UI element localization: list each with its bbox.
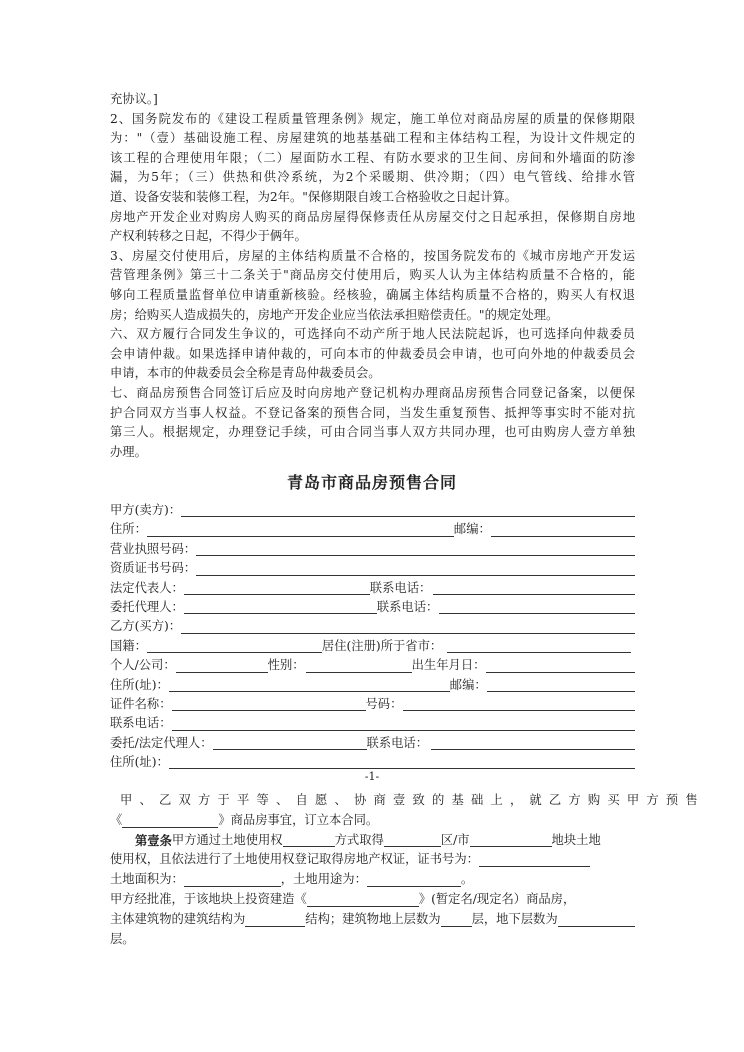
form-row [110,501,635,520]
text: 地块土地 [551,832,601,847]
text: 使用权，且依法进行了土地使用权登记取得房地产权证，证书号为： [110,852,479,867]
field-label: 委托代理人： [110,599,184,614]
text: 》商品房事宜，订立本合同。 [218,812,379,827]
field-label: 证件名称： [110,696,172,711]
text-line: 2、国务院发布的《建设工程质量管理条例》规定，施工单位对商品房屋的质量的保修期限 [110,111,635,126]
text-line: 第三人。根据规定，办理登记手续，可由合同当事人双方共同办理，也可由购房人壹方单独 [110,425,635,440]
text: 方式取得 [334,832,384,847]
field-label: 邮编： [449,677,487,692]
license-number-field[interactable] [196,541,635,556]
gender-field[interactable] [306,658,412,673]
text-line: 充协议。] [110,92,158,106]
form-row [110,559,635,578]
form-row [110,637,635,656]
field-label: 营业执照号码： [110,541,197,556]
phone-field[interactable] [433,580,635,595]
certificate-number-field[interactable] [479,852,590,867]
legal-rep-field[interactable] [184,580,370,595]
legal-agent-field[interactable] [213,735,367,750]
text: 。 [460,872,474,887]
address-field[interactable] [169,754,635,769]
agent-field[interactable] [184,599,377,614]
field-label: 居住(注册)所于省市： [321,638,443,653]
floors-below-field[interactable] [558,912,635,927]
form-row [110,520,635,539]
field-label: 邮编： [453,522,491,537]
project-name-field[interactable] [122,813,218,828]
text: ，土地用途为： [280,872,367,887]
field-label: 甲方(卖方)： [110,502,182,517]
text-line: 道、设备安装和装修工程，为2年。"保修期限自竣工合格验收之日起计算。 [110,189,517,204]
text: 甲方通过土地使用权 [171,832,283,847]
field-label: 性别： [267,658,305,673]
floors-above-field[interactable] [441,912,472,927]
document-title: 青岛市商品房预售合同 [286,473,457,492]
person-company-field[interactable] [176,658,268,673]
text-line: 六、双方履行合同发生争议的，可选择向不动产所于地人民法院起诉，也可选择向仲裁委员 [110,327,635,342]
district-field[interactable] [384,832,441,847]
structure-field[interactable] [245,912,305,927]
text: 区/市 [440,832,470,847]
postcode-field[interactable] [491,522,635,537]
text-line: 营管理条例》第三十二条关于"商品房交付使用后，购买人认为主体结构质量不合格的，能 [110,268,635,283]
field-label: 联系电话： [366,735,429,750]
body-line [110,831,635,851]
form-row [110,695,635,714]
field-label: 委托/法定代理人： [110,735,213,750]
body-line [110,850,635,870]
land-acquire-method-field[interactable] [283,832,335,847]
field-label: 联系电话： [369,580,432,595]
page-number: -1- [364,770,380,783]
text-line: 产权利转移之日起，不得少于俩年。 [110,229,307,244]
text: 甲方经批准，于该地块上投资建造《 [110,891,307,906]
form-row [110,617,635,636]
body-line [110,811,635,831]
phone-field[interactable] [172,716,636,731]
address-field[interactable] [147,522,454,537]
text-line: 房地产开发企业对购房人购买的商品房屋得保修责任从房屋交付之日起承担，保修期自房地 [110,209,635,224]
text: 土地面积为： [110,872,184,887]
form-row [110,714,635,733]
form-row [110,734,635,753]
address-field[interactable] [169,677,450,692]
body-line [110,870,635,890]
text-line: 七、商品房预售合同签订后应及时向房地产登记机构办理商品房预售合同登记备案，以便保 [110,385,635,400]
form-row [110,676,635,695]
text-line: 够向工程质量监督单位申请重新核验。经核验，确属主体结构质量不合格的，购买人有权退 [110,287,635,302]
residence-field[interactable] [447,638,631,653]
contract-body [110,791,705,949]
form-row [110,579,635,598]
field-label: 乙方(买方)： [110,619,182,634]
text-line: 护合同双方当事人权益。不登记备案的预售合同，当发生重复预售、抵押等事实时不能对抗 [110,405,635,420]
field-label: 住所： [110,522,147,537]
text: 主体建筑物的建筑结构为 [110,911,246,926]
body-line [110,890,635,910]
party-b-field[interactable] [181,619,635,634]
text-line: 房；给购买人造成损失的，房地产开发企业应当依法承担赔偿责任。"的规定处理。 [110,307,559,322]
field-label: 资质证书号码： [110,561,197,576]
party-info-form [110,501,635,772]
field-label: 国籍： [110,638,147,653]
text: 结构；建筑物地上层数为 [305,911,441,926]
form-row [110,540,635,559]
land-use-field[interactable] [367,872,461,887]
field-label: 联系电话： [376,599,439,614]
body-line: 层。 [110,931,135,946]
field-label: 出生年月日： [411,658,486,673]
party-a-field[interactable] [181,502,635,517]
field-label: 号码： [365,696,403,711]
phone-field[interactable] [439,599,635,614]
id-name-field[interactable] [172,696,366,711]
article-heading: 第壹条 [135,832,172,848]
text-line: 会申请仲裁。如果选择申请仲裁的，可向本市的仲裁委员会申请，也可向外地的仲裁委员会 [110,346,635,361]
intro-text [110,90,635,462]
text-line: 为："（壹）基础设施工程、房屋建筑的地基基础工程和主体结构工程，为设计文件规定的 [110,131,635,146]
birth-date-field[interactable] [486,658,635,673]
text: 》(暂定名/现定名）商品房， [418,891,576,906]
text-line: 漏，为5年；（三）供热和供冷系统，为2个采暖期、供冷期；（四）电气管线、给排水管 [110,170,635,185]
text-line: 办理。 [110,444,147,459]
text-line: 申请，本市的仲裁委员会全称是青岛仲裁委员会。 [110,366,381,381]
nationality-field[interactable] [147,638,322,653]
body-line [110,910,635,930]
land-area-field[interactable] [184,872,281,887]
field-label: 住所(址)： [110,677,169,692]
postcode-field[interactable] [487,677,635,692]
field-label: 住所(址)： [110,755,169,770]
field-label: 联系电话： [110,716,172,731]
plot-field[interactable] [470,832,552,847]
id-number-field[interactable] [403,696,636,711]
form-row [110,656,635,675]
body-line: 甲、乙双方于平等、自愿、协商壹致的基础上，就乙方购买甲方预售 [120,793,705,807]
text-line: 该工程的合理使用年限；（二）屋面防水工程、有防水要求的卫生间、房间和外墙面的防渗 [110,150,635,165]
field-label: 个人/公司： [110,658,176,673]
certificate-number-field[interactable] [196,561,635,576]
form-row [110,598,635,617]
phone-field[interactable] [431,735,635,750]
field-label: 法定代表人： [110,580,184,595]
text: 层，地下层数为 [471,911,558,926]
text: 《 [110,812,123,827]
text-line: 3、房屋交付使用后，房屋的主体结构质量不合格的，按国务院发布的《城市房地产开发运 [110,248,635,263]
building-name-field[interactable] [307,892,419,907]
